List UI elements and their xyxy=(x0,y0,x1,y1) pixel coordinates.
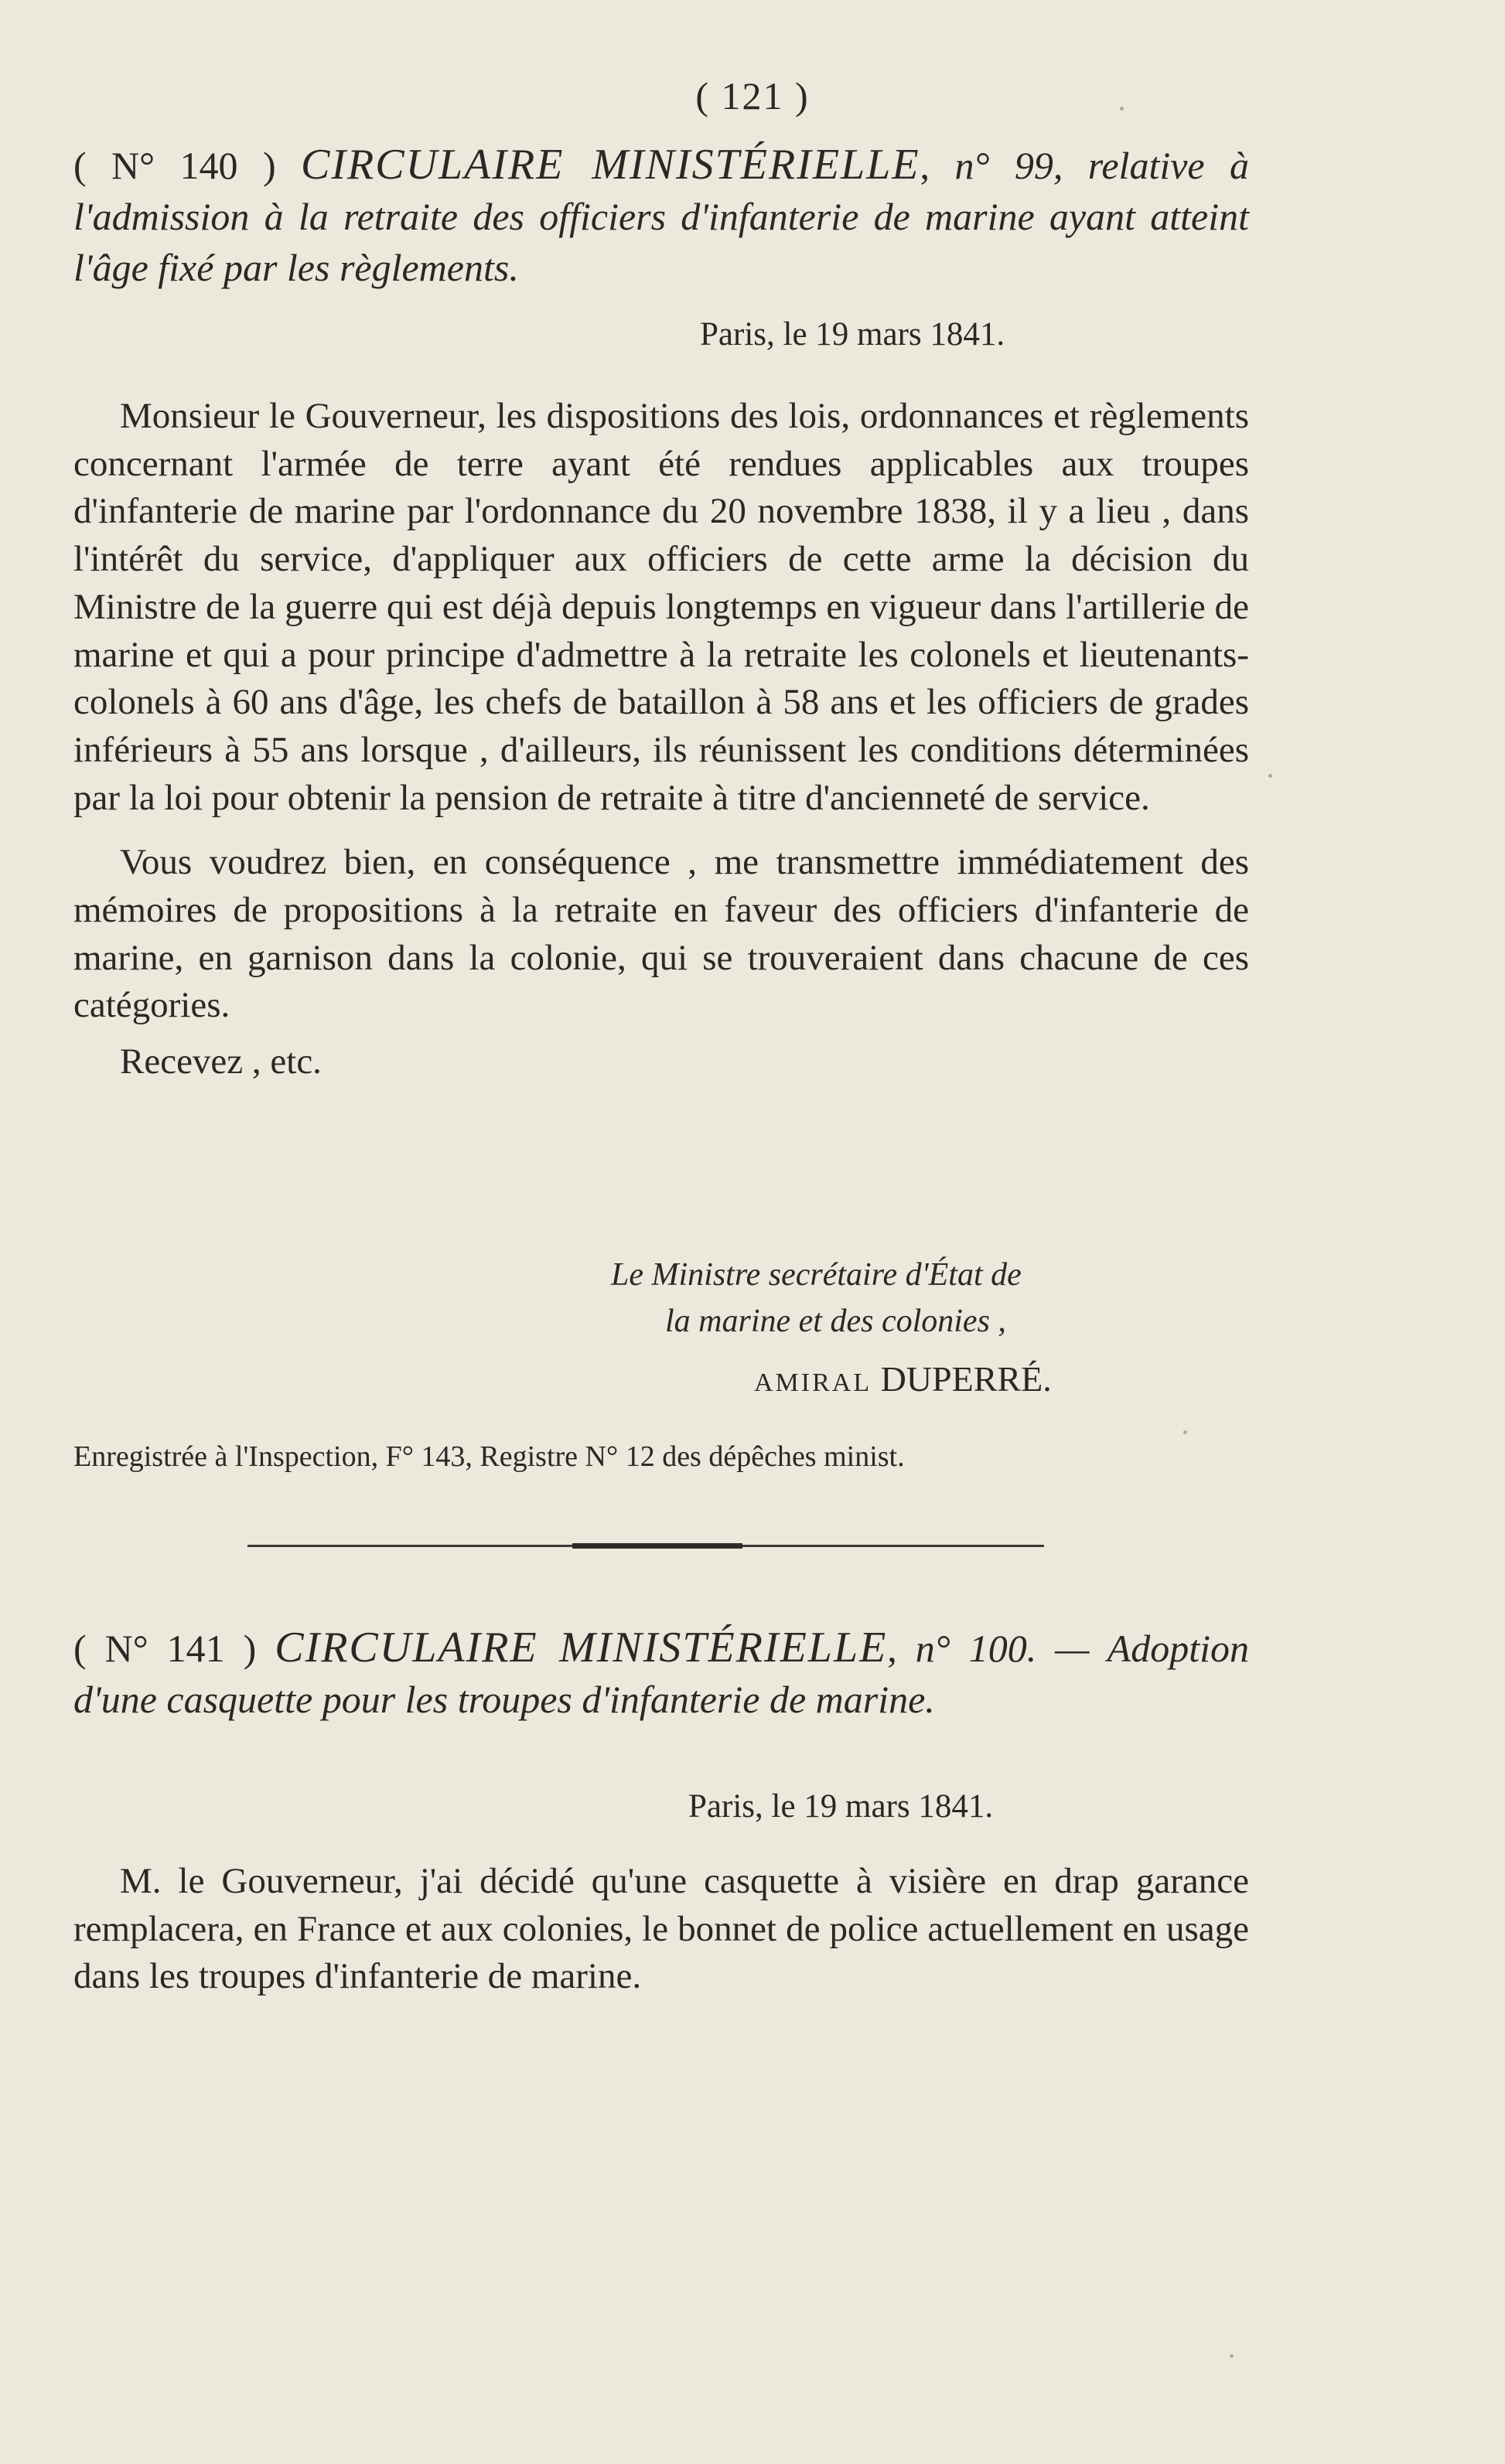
circular-140-title: CIRCULAIRE MINISTÉRIELLE xyxy=(301,141,920,189)
signer xyxy=(754,1358,1052,1399)
circular-140-description: , relative à l'admission à la retraite des officiers d'infanterie de marine ayant atteint l'âge fixé par les règlements. xyxy=(73,144,1250,289)
circular-140-date: Paris, le 19 mars 1841. xyxy=(700,316,1005,353)
signer-rank: AMIRAL xyxy=(754,1368,872,1397)
circular-141-date: Paris, le 19 mars 1841. xyxy=(688,1788,994,1825)
circular-140-heading: ( N° 140 ) CIRCULAIRE MINISTÉRIELLE, n° 99, relative à l'admission à la retraite des officiers d'infanterie de marine ayant atteint l'âge fixé par les règlements. xyxy=(73,141,1250,289)
circular-140-paragraph-1: Monsieur le Gouverneur, les dispositions des lois, ordonnances et règlements concernant l'armée de terre ayant été rendues applicables aux troupes d'infanterie de marine par l'ordonnance du 20 novembre 1838, il y a lieu , dans l'intérêt du service, d'appliquer aux officiers de cette arme la décision du Ministre de la guerre qui est déjà depuis longtemps en vigueur dans l'artillerie de marine et qui a pour principe d'admettre à la retraite les colonels et lieutenants-colonels à 60 ans d'âge, les chefs de bataillon à 58 ans et les officiers de grades inférieurs à 55 ans lorsque , d'ailleurs, ils réunissent les conditions déterminées par la loi pour obtenir la pension de retraite à titre d'ancienneté de service. xyxy=(73,396,1249,818)
circular-141-number: ( N° 141 ) xyxy=(73,1627,257,1670)
circular-141-heading: ( N° 141 ) CIRCULAIRE MINISTÉRIELLE, n° 100. — Adoption d'une casquette pour les troupes d'infanterie de marine. xyxy=(73,1624,1249,1721)
section-divider-center xyxy=(572,1543,742,1549)
signer-name: DUPERRÉ. xyxy=(880,1359,1052,1399)
registration-note: Enregistrée à l'Inspection, F° 143, Registre N° 12 des dépêches minist. xyxy=(73,1440,905,1473)
circular-141-circ-no: n° 100. xyxy=(915,1627,1037,1670)
circular-141-body xyxy=(73,1858,1249,2001)
circular-141-title: CIRCULAIRE MINISTÉRIELLE xyxy=(275,1624,888,1672)
paper-speck xyxy=(1268,774,1272,778)
paper-speck xyxy=(1183,1430,1187,1434)
circular-140-number: ( N° 140 ) xyxy=(73,144,276,187)
circular-140-closing: Recevez , etc. xyxy=(120,1041,322,1082)
paper-speck xyxy=(1120,107,1124,111)
circular-141-description: — Adoption d'une casquette pour les troupes d'infanterie de marine. xyxy=(73,1627,1249,1721)
page-number: ( 121 ) xyxy=(695,74,810,118)
circular-140-circ-no: n° 99 xyxy=(954,144,1053,187)
circular-140-body xyxy=(73,393,1249,1085)
circular-141-paragraph-1: M. le Gouverneur, j'ai décidé qu'une casquette à visière en drap garance remplacera, en France et aux colonies, le bonnet de police actuellement en usage dans les troupes d'infanterie de marine. xyxy=(73,1861,1249,1997)
paper-speck xyxy=(1230,2354,1234,2358)
signature-line-1: Le Ministre secrétaire d'État de xyxy=(611,1257,1022,1293)
circular-140-paragraph-2: Vous voudrez bien, en conséquence , me transmettre immédiatement des mémoires de propositions à la retraite en faveur des officiers d'infanterie de marine, en garnison dans la colonie, qui se trouveraient dans chacune de ces catégories. xyxy=(73,842,1249,1026)
signature-line-2: la marine et des colonies , xyxy=(665,1304,1006,1339)
